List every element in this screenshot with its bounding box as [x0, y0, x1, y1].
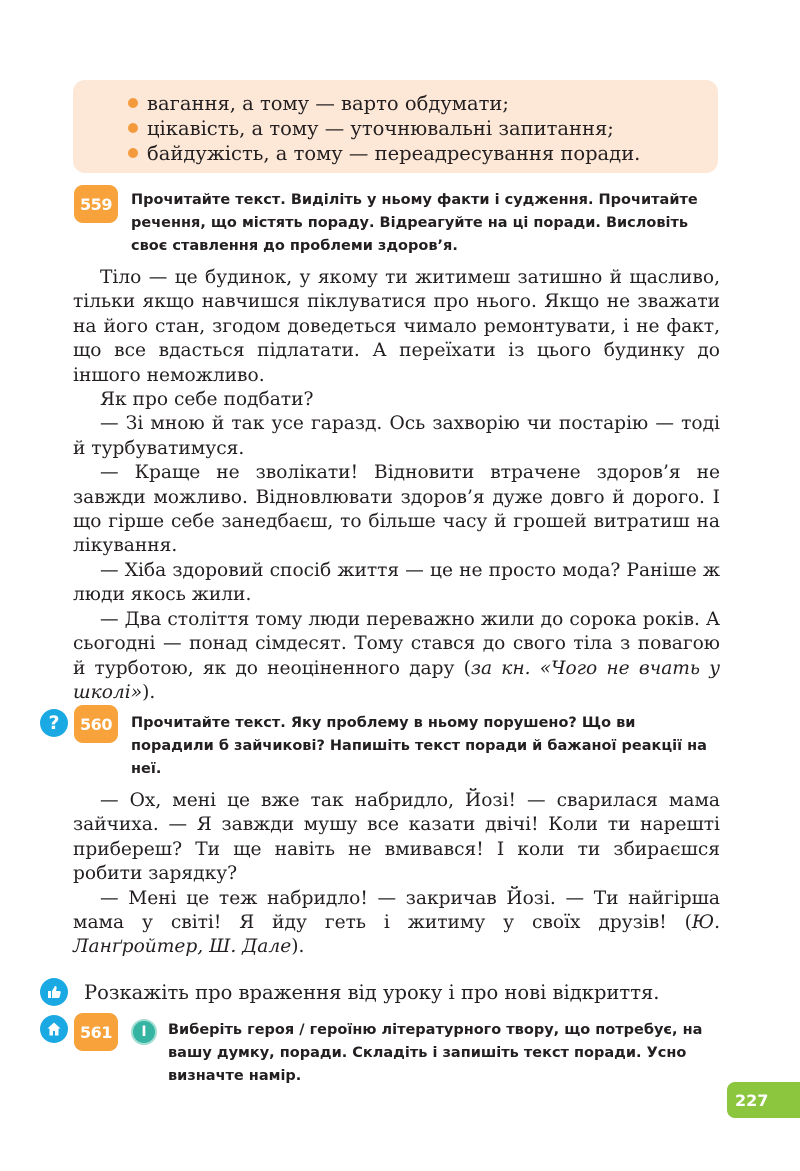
exercise-559-task: Прочитайте текст. Виділіть у ньому факти і судження. Прочитайте речення, що містять пораду. Відреагуйте на ці поради. Висловіть своє ставлення до проблеми здоров’я. [131, 192, 698, 254]
bullet-dot-icon [128, 98, 138, 108]
bullet-dot-icon [128, 148, 138, 158]
exercise-561-task: Виберіть героя / героїню літературного твору, що потребує, на вашу думку, поради. Складіть і запишіть текст поради. Усно визначте намір. [168, 1022, 703, 1084]
paragraph: — Мені це теж набридло! — закричав Йозі. — Ти найгірша мама у світі! Я йду геть і житиму у своїх друзів! (Ю. Ланґройтер, Ш. Дале). [73, 887, 720, 958]
exercise-561-badge: 561 [74, 1013, 118, 1051]
exercise-559-badge: 559 [74, 185, 118, 223]
exercise-560-text [73, 789, 720, 960]
reaction-item: байдужість, а тому — переадресування поради. [128, 142, 640, 166]
paragraph: — Два століття тому люди переважно жили до сорока років. А сьогодні — понад сімдесят. Тому стався до свого тіла з повагою й турботою, як до неоціненного дару (за кн. «Чого не вчать у школі»). [73, 608, 721, 703]
paragraph: Тіло — це будинок, у якому ти житимеш затишно й щасливо, тільки якщо навчишся піклуватися про нього. Якщо не зважати на його стан, згодом доведеться чимало ремонтувати, і не факт, що все вдасться підлатати. А переїхати із цього будинку до іншого неможливо. [73, 267, 720, 386]
source-citation: за кн. «Чого не вчать у школі» [73, 657, 721, 703]
paragraph: — Зі мною й так усе гаразд. Ось захворію чи постарію — тоді й турбуватимуся. [73, 413, 720, 459]
question-icon: ? [40, 709, 68, 737]
page-number: 227 [727, 1082, 800, 1118]
paragraph: — Хіба здоровий спосіб життя — це не просто мода? Раніше ж люди якось жили. [73, 559, 720, 606]
bullet-dot-icon [128, 123, 138, 133]
paragraph: Як про себе подбати? [100, 389, 314, 411]
paragraph: — Ох, мені це вже так набридло, Йозі! — сварилася мама зайчиха. — Я завжди мушу все казати двічі! Коли ти нарешті прибереш? Ти ще навіть не вмивався! І коли ти збираєшся робити зарядку? [73, 790, 720, 885]
reaction-item: цікавість, а тому — уточнювальні запитання; [128, 117, 614, 141]
exercise-560-badge: 560 [74, 705, 118, 743]
thumbs-up-icon [40, 978, 68, 1006]
thumbs-up-glyph [46, 984, 62, 1000]
level-badge: I [131, 1019, 157, 1045]
paragraph: — Краще не зволікати! Відновити втрачене здоров’я не завжди можливо. Відновлювати здоров’я дуже довго й дорого. І що гірше себе занедбаєш, то більше часу й грошей витратиш на лікування. [73, 462, 720, 557]
reflection-text: Розкажіть про враження від уроку і про нові відкриття. [84, 981, 660, 1004]
exercise-559-text [73, 266, 720, 705]
home-glyph [46, 1021, 62, 1037]
home-icon [40, 1015, 68, 1043]
source-citation: Ю. Ланґройтер, Ш. Дале [73, 912, 720, 958]
exercise-560-task: Прочитайте текст. Яку проблему в ньому порушено? Що ви порадили б зайчикові? Напишіть текст поради й бажаної реакції на неї. [131, 715, 707, 777]
reaction-item: вагання, а тому — варто обдумати; [128, 92, 509, 116]
